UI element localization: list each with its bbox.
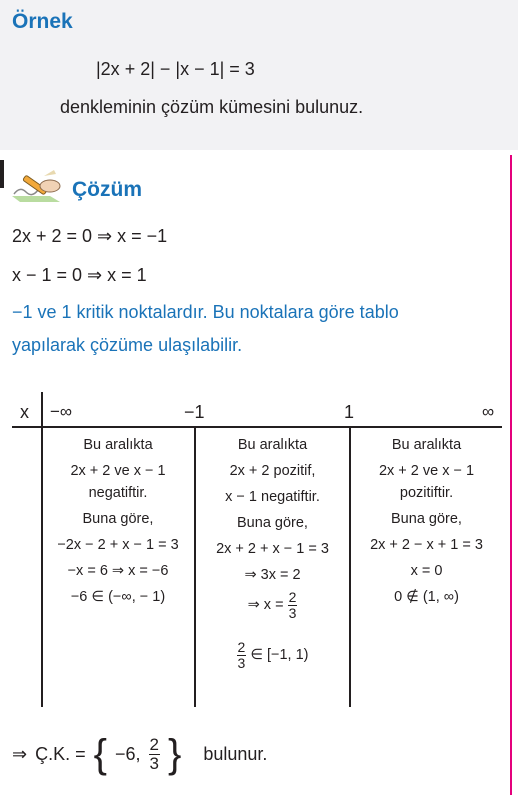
fraction-denominator: 3 [237, 654, 246, 671]
solution-title: Çözüm [72, 178, 142, 201]
solution-step-2: x − 1 = 0 ⇒ x = 1 [12, 265, 147, 285]
col2-line: 2x + 2 + x − 1 = 3 [216, 541, 329, 557]
col1-line: 2x + 2 ve x − 1 [70, 463, 166, 479]
example-box [0, 0, 518, 150]
col2-line: Buna göre, [237, 515, 308, 531]
sign-table [12, 392, 502, 707]
table-header-x: x [20, 402, 29, 422]
pen-writing-icon [10, 168, 66, 204]
solution-set-result [12, 728, 267, 780]
fraction-denominator: 3 [288, 604, 297, 621]
col1-line: −2x − 2 + x − 1 = 3 [57, 537, 179, 553]
col2-line-prefix: ⇒ x = [247, 597, 284, 614]
col3-line: 2x + 2 ve x − 1 [378, 463, 475, 479]
table-column-interval-1 [42, 432, 194, 610]
table-header-neg-inf: −∞ [50, 402, 73, 421]
col1-line: Bu aralıkta [83, 437, 153, 453]
table-column-interval-2 [196, 432, 349, 682]
margin-rule [510, 155, 512, 795]
table-header-one: 1 [344, 402, 355, 422]
col2-line: 2x + 2 pozitif, [229, 463, 316, 479]
col3-line: Bu aralıkta [391, 437, 462, 453]
example-title: Örnek [12, 10, 73, 33]
example-equation: |2x + 2| − |x − 1| = 3 [96, 59, 255, 79]
col1-line: −6 ∈ (−∞, − 1) [70, 589, 166, 605]
col1-line: Buna göre, [82, 511, 154, 527]
fraction-two-thirds [237, 640, 247, 670]
fraction-numerator: 2 [288, 589, 297, 605]
implies-arrow: ⇒ [12, 743, 28, 764]
table-header-inf: ∞ [482, 402, 495, 421]
solution-value-1: −6, [114, 743, 141, 764]
col2-line: x − 1 negatiftir. [225, 489, 320, 505]
col1-line: −x = 6 ⇒ x = −6 [67, 563, 169, 579]
table-column-interval-3 [351, 432, 502, 610]
col2-fraction-line [196, 590, 349, 630]
fraction-two-thirds [149, 736, 160, 773]
table-header-rule [12, 426, 502, 428]
example-prompt: denkleminin çözüm kümesini bulunuz. [60, 97, 364, 117]
margin-marker [0, 160, 4, 188]
solution-note-line-2: yapılarak çözüme ulaşılabilir. [12, 335, 243, 355]
solution-step-1: 2x + 2 = 0 ⇒ x = −1 [12, 226, 168, 246]
col2-membership-line [196, 640, 349, 682]
col3-line: x = 0 [410, 563, 443, 579]
col2-line: Bu aralıkta [237, 437, 308, 453]
solution-set-label: Ç.K. = [35, 743, 86, 764]
fraction-numerator: 2 [237, 639, 246, 655]
table-header-minus-one: −1 [184, 402, 205, 422]
solution-note-line-1: −1 ve 1 kritik noktalardır. Bu noktalara göre tablo [12, 302, 399, 322]
brace-open: { [93, 732, 107, 776]
col3-line: pozitiftir. [399, 485, 454, 501]
fraction-denominator: 3 [149, 753, 159, 773]
col2-line-suffix: ∈ [−1, 1) [250, 647, 309, 664]
col3-line: 0 ∉ (1, ∞) [394, 589, 459, 605]
result-suffix: bulunur. [203, 743, 268, 764]
fraction-two-thirds [288, 590, 298, 620]
col3-line: 2x + 2 − x + 1 = 3 [370, 537, 483, 553]
col1-line: negatiftir. [88, 485, 148, 501]
fraction-numerator: 2 [149, 734, 159, 754]
col2-line: ⇒ 3x = 2 [244, 567, 301, 583]
col3-line: Buna göre, [391, 511, 462, 527]
brace-close: } [167, 732, 182, 776]
